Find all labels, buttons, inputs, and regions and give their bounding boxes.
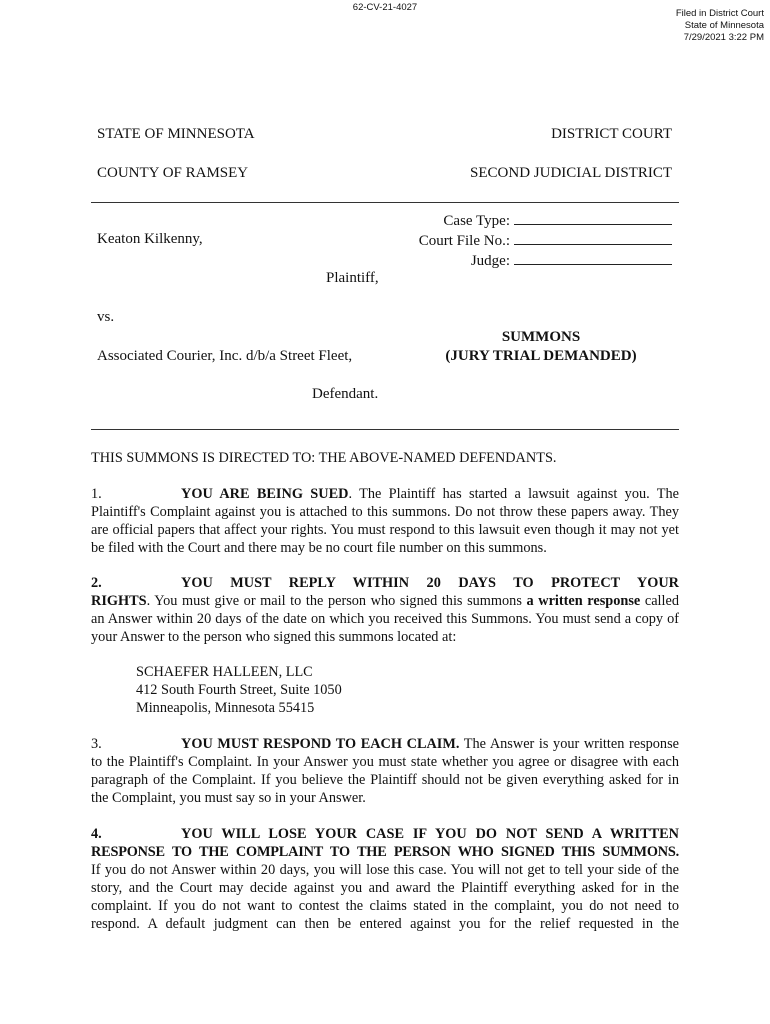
address-firm: SCHAEFER HALLEEN, LLC	[136, 664, 313, 680]
filed-stamp-line-2: State of Minnesota	[684, 20, 764, 31]
paragraph-2-text-b: called an Answer within 20 days of the date on which you received this Summons. You must send a copy of your Answer to the person who signed this summons located at:	[91, 593, 679, 645]
defendant-role: Defendant.	[312, 386, 379, 402]
filed-stamp-line-1: Filed in District Court	[675, 8, 764, 19]
paragraph-2-heading-end: RIGHTS	[91, 593, 147, 609]
plaintiff-role: Plaintiff,	[326, 270, 379, 286]
address-street: 412 South Fourth Street, Suite 1050	[136, 682, 342, 698]
filed-stamp-line-3: 7/29/2021 3:22 PM	[683, 32, 764, 43]
plaintiff-name: Keaton Kilkenny,	[97, 231, 203, 247]
document-subtitle: (JURY TRIAL DEMANDED)	[445, 348, 637, 364]
paragraph-2-text-a: . You must give or mail to the person who signed this summons	[146, 593, 527, 609]
case-type-label: Case Type:	[443, 213, 510, 229]
paragraph-3	[91, 735, 679, 807]
judge-blank	[514, 252, 672, 265]
paragraph-2-heading-line	[91, 574, 679, 592]
court-name: DISTRICT COURT	[551, 126, 672, 142]
directed-to-line: THIS SUMMONS IS DIRECTED TO: THE ABOVE-NAMED DEFENDANTS.	[91, 450, 557, 466]
court-file-label: Court File No.:	[418, 233, 510, 249]
paragraph-4-text: If you do not Answer within 20 days, you will lose this case. You will not get to tell your side of the story, and the Court may decide against you and award the Plaintiff everything asked for in the complaint. If you do not want to contest the claims stated in the complaint, you do not need to respond. A default judgment can then be entered against you for the relief requested in the	[91, 862, 679, 932]
case-info-block	[419, 212, 672, 270]
court-file-number-header: 62-CV-21-4027	[352, 2, 418, 13]
county-name: COUNTY OF RAMSEY	[97, 165, 249, 181]
paragraph-4	[91, 825, 679, 933]
paragraph-1-number: 1.	[91, 486, 102, 502]
paragraph-1	[91, 485, 679, 557]
document-title: SUMMONS	[501, 329, 581, 345]
paragraph-4-number: 4.	[91, 826, 102, 842]
paragraph-2-bold-phrase: a written response	[526, 593, 641, 609]
state-name: STATE OF MINNESOTA	[97, 126, 255, 142]
judge-label: Judge:	[470, 253, 510, 269]
paragraph-4-heading-end: RESPONSE TO THE COMPLAINT TO THE PERSON WHO SIGNED THIS SUMMONS.	[91, 844, 679, 860]
paragraph-1-text: . The Plaintiff has started a lawsuit against you. The Plaintiff's Complaint against you is attached to this summons. Do not throw these papers away. They are official papers that affect your rights. You must respond to this lawsuit even though it may not yet be filed with the Court and there may be no court file number on this summons.	[91, 486, 680, 556]
attorney-address	[136, 663, 342, 717]
paragraph-3-heading: YOU MUST RESPOND TO EACH CLAIM.	[181, 736, 460, 752]
caption-divider-bottom	[91, 429, 679, 430]
paragraph-2-heading: YOU MUST REPLY WITHIN 20 DAYS TO PROTECT YOUR	[181, 575, 679, 591]
court-file-line	[419, 232, 672, 250]
address-city: Minneapolis, Minnesota 55415	[136, 700, 315, 716]
paragraph-3-text: The Answer is your written response to the Plaintiff's Complaint. In your Answer you must state whether you agree or disagree with each paragraph of the Complaint. If you believe the Plaintiff should not be given everything asked for in the Complaint, you must say so in your Answer.	[91, 736, 679, 806]
judge-line	[419, 252, 672, 270]
versus: vs.	[97, 309, 115, 325]
paragraph-2-number: 2.	[91, 575, 102, 591]
paragraph-4-heading: YOU WILL LOSE YOUR CASE IF YOU DO NOT SEND A WRITTEN	[181, 826, 679, 842]
case-type-blank	[514, 212, 672, 225]
defendant-name: Associated Courier, Inc. d/b/a Street Fleet,	[97, 348, 353, 364]
paragraph-1-heading: YOU ARE BEING SUED	[181, 486, 349, 502]
paragraph-4-heading-line	[91, 825, 679, 843]
filed-stamp	[676, 8, 764, 44]
case-type-line	[419, 212, 672, 230]
paragraph-2	[91, 574, 679, 646]
judicial-district: SECOND JUDICIAL DISTRICT	[470, 165, 672, 181]
document-title-block	[408, 328, 674, 366]
caption-divider-top	[91, 202, 679, 203]
court-file-blank	[514, 232, 672, 245]
paragraph-3-number: 3.	[91, 736, 102, 752]
